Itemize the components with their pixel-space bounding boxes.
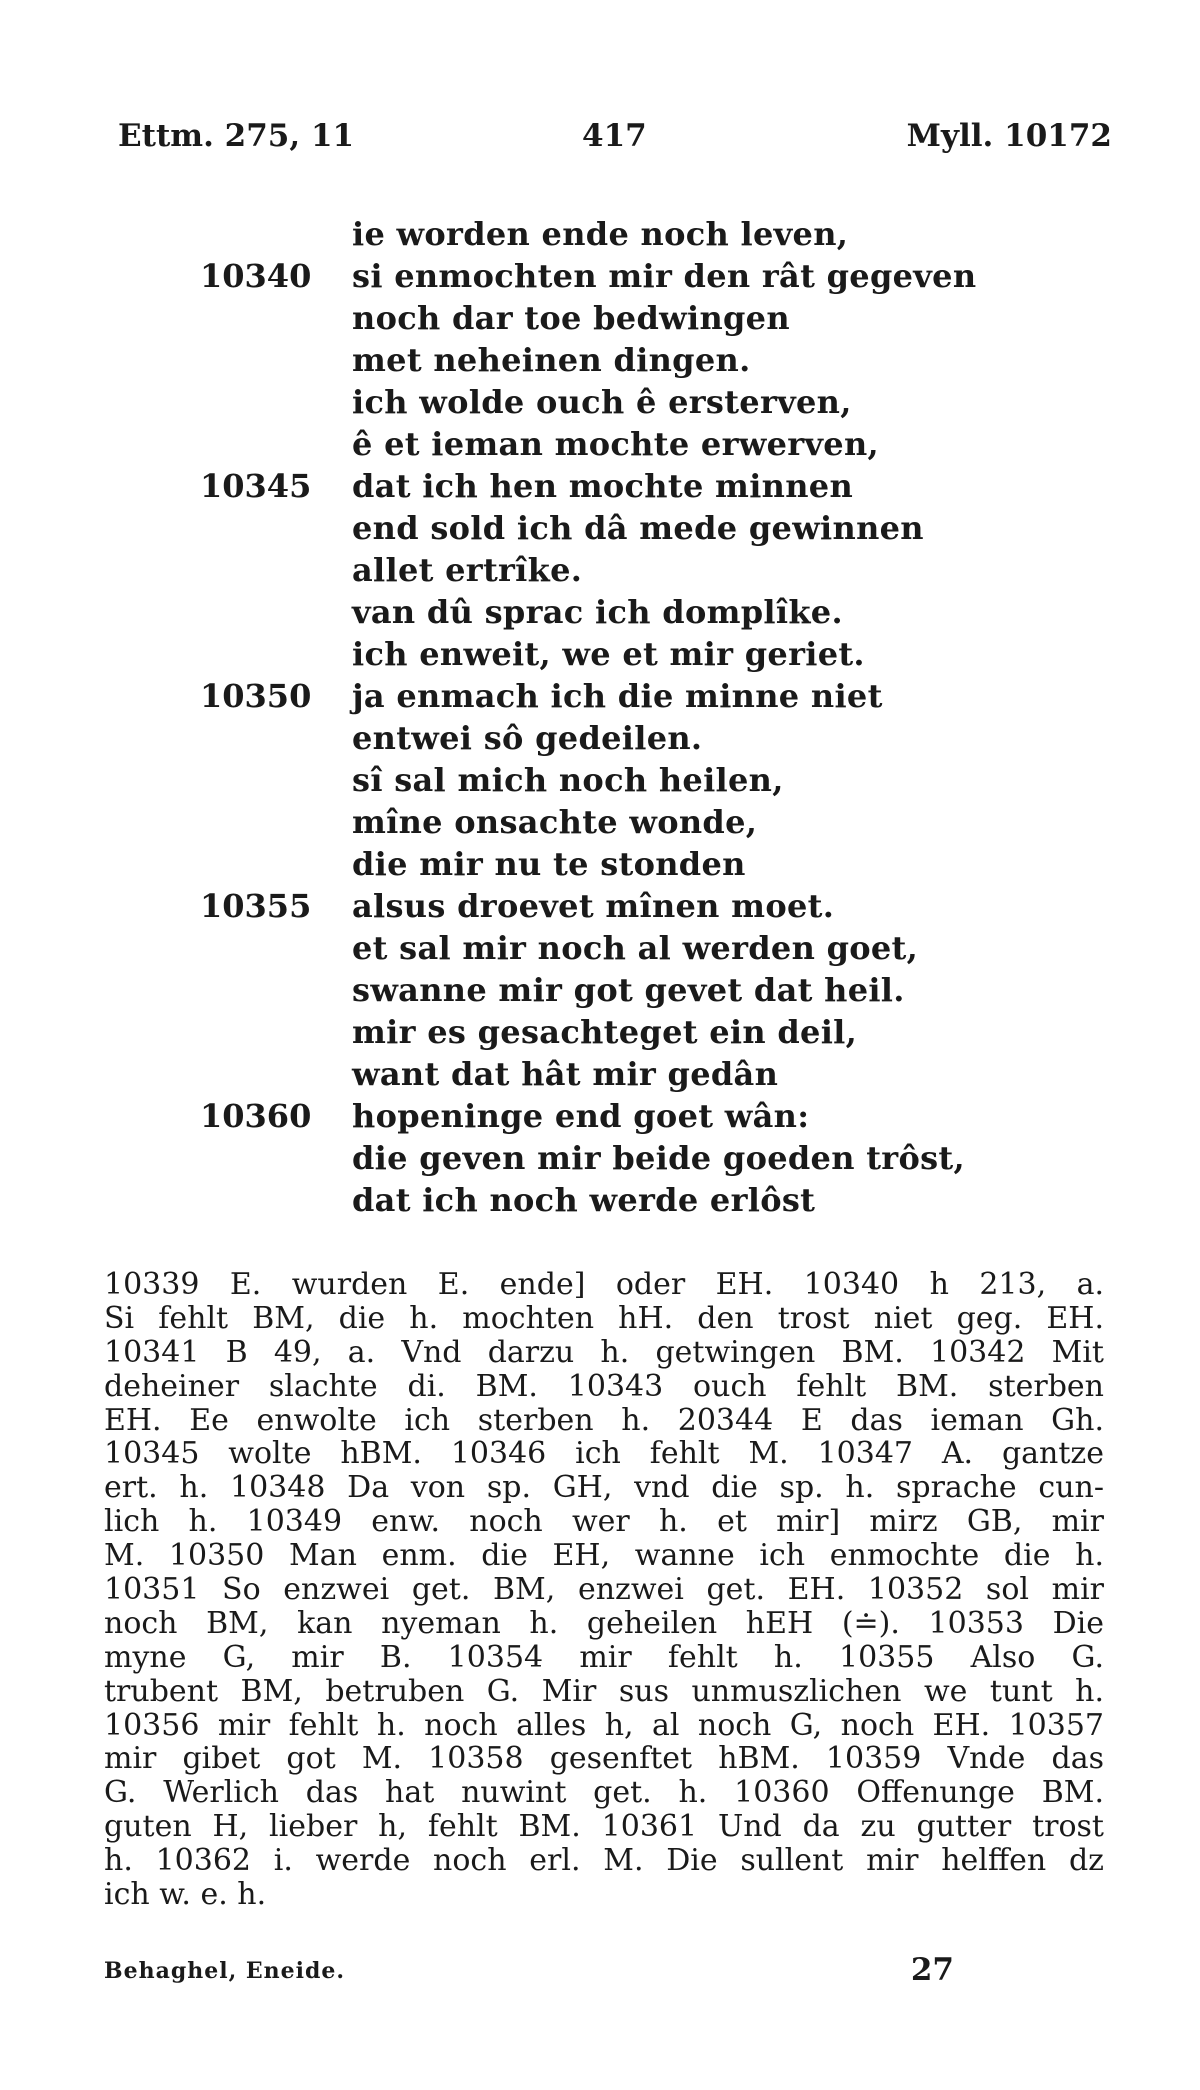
- page-number: 417: [582, 118, 647, 154]
- critical-apparatus: [104, 1268, 1104, 1912]
- verse-line-text: met neheinen dingen.: [352, 341, 751, 379]
- verse-line: [200, 213, 1000, 255]
- verse-line-text: ie worden ende noch leven,: [352, 215, 849, 253]
- verse-line: [200, 1053, 1000, 1095]
- verse-line-number: 10360: [200, 1097, 312, 1135]
- verse-line-text: die mir nu te stonden: [352, 845, 746, 883]
- verse-line: [200, 969, 1000, 1011]
- verse-line: [200, 675, 1000, 717]
- apparatus-line: ert. h. 10348 Da von sp. GH, vnd die sp. h. sprache cun-: [104, 1470, 1104, 1506]
- verse-line: [200, 381, 1000, 423]
- verse-line-number: 10355: [200, 887, 312, 925]
- verse-line-text: ich wolde ouch ê ersterven,: [352, 383, 852, 421]
- verse-line: [200, 1011, 1000, 1053]
- verse-line-text: want dat hât mir gedân: [352, 1055, 779, 1093]
- verse-line-number: 10350: [200, 677, 312, 715]
- verse-line-text: noch dar toe bedwingen: [352, 299, 790, 337]
- verse-text: [200, 213, 1000, 1221]
- verse-line-text: ê et ieman mochte erwerven,: [352, 425, 879, 463]
- apparatus-line: guten H, lieber h, fehlt BM. 10361 Und da zu gutter trost: [104, 1809, 1104, 1845]
- apparatus-line: 10356 mir fehlt h. noch alles h, al noch G, noch EH. 10357: [104, 1707, 1104, 1743]
- verse-line-number: 10340: [200, 257, 312, 295]
- verse-line: [200, 843, 1000, 885]
- verse-line-text: van dû sprac ich domplîke.: [352, 593, 843, 631]
- page-footer: [104, 1952, 954, 1992]
- signature-mark: Behaghel, Eneide.: [104, 1958, 346, 1984]
- running-head: [118, 118, 1112, 164]
- verse-line: [200, 465, 1000, 507]
- verse-line-text: mir es gesachteget ein deil,: [352, 1013, 858, 1051]
- apparatus-line: lich h. 10349 enw. noch wer h. et mir] mirz GB, mir: [104, 1504, 1104, 1540]
- apparatus-line: noch BM, kan nyeman h. geheilen hEH (≐). 10353 Die: [104, 1605, 1104, 1641]
- verse-line: [200, 1095, 1000, 1137]
- verse-line: [200, 423, 1000, 465]
- verse-line: [200, 633, 1000, 675]
- verse-line: [200, 339, 1000, 381]
- verse-line: [200, 255, 1000, 297]
- header-right-reference: Myll. 10172: [906, 118, 1112, 154]
- verse-line-number: 10345: [200, 467, 312, 505]
- verse-line: [200, 801, 1000, 843]
- apparatus-line: 10341 B 49, a. Vnd darzu h. getwingen BM. 10342 Mit: [104, 1334, 1104, 1370]
- verse-line-text: swanne mir got gevet dat heil.: [352, 971, 905, 1009]
- verse-line: [200, 1179, 1000, 1221]
- verse-line-text: et sal mir noch al werden goet,: [352, 929, 919, 967]
- verse-line-text: alsus droevet mînen moet.: [352, 887, 835, 925]
- verse-line: [200, 717, 1000, 759]
- verse-line: [200, 927, 1000, 969]
- apparatus-line: Si fehlt BM, die h. mochten hH. den trost niet geg. EH.: [104, 1300, 1104, 1336]
- header-left-reference: Ettm. 275, 11: [118, 118, 355, 154]
- verse-line-text: ja enmach ich die minne niet: [352, 677, 883, 715]
- apparatus-line: 10339 E. wurden E. ende] oder EH. 10340 h 213, a.: [104, 1267, 1104, 1302]
- apparatus-line: G. Werlich das hat nuwint get. h. 10360 Offenunge BM.: [104, 1775, 1104, 1811]
- verse-line-text: mîne onsachte wonde,: [352, 803, 758, 841]
- verse-line-text: allet ertrîke.: [352, 551, 583, 589]
- verse-line: [200, 507, 1000, 549]
- verse-line-text: dat ich hen mochte minnen: [352, 467, 854, 505]
- apparatus-line: trubent BM, betruben G. Mir sus unmuszlichen we tunt h.: [104, 1673, 1104, 1709]
- verse-line-text: dat ich noch werde erlôst: [352, 1181, 816, 1219]
- verse-line-text: hopeninge end goet wân:: [352, 1097, 810, 1135]
- verse-line-text: si enmochten mir den rât gegeven: [352, 257, 977, 295]
- verse-line: [200, 549, 1000, 591]
- verse-line: [200, 297, 1000, 339]
- apparatus-line: deheiner slachte di. BM. 10343 ouch fehlt BM. sterben: [104, 1368, 1104, 1404]
- apparatus-line: 10351 So enzwei get. BM, enzwei get. EH. 10352 sol mir: [104, 1572, 1104, 1608]
- apparatus-line: EH. Ee enwolte ich sterben h. 20344 E das ieman Gh.: [104, 1402, 1104, 1438]
- verse-line: [200, 1137, 1000, 1179]
- verse-line: [200, 885, 1000, 927]
- apparatus-line: M. 10350 Man enm. die EH, wanne ich enmochte die h.: [104, 1538, 1104, 1574]
- apparatus-line: ich w. e. h.: [104, 1877, 267, 1913]
- verse-line-text: end sold ich dâ mede gewinnen: [352, 509, 924, 547]
- apparatus-line: mir gibet got M. 10358 gesenftet hBM. 10359 Vnde das: [104, 1741, 1104, 1777]
- apparatus-line: h. 10362 i. werde noch erl. M. Die sullent mir helffen dz: [104, 1843, 1104, 1879]
- verse-line-text: sî sal mich noch heilen,: [352, 761, 784, 799]
- verse-line-text: ich enweit, we et mir geriet.: [352, 635, 865, 673]
- apparatus-line: myne G, mir B. 10354 mir fehlt h. 10355 Also G.: [104, 1639, 1104, 1675]
- verse-line: [200, 759, 1000, 801]
- sheet-number: 27: [910, 1952, 954, 1988]
- apparatus-line: 10345 wolte hBM. 10346 ich fehlt M. 10347 A. gantze: [104, 1436, 1104, 1472]
- verse-line-text: die geven mir beide goeden trôst,: [352, 1139, 965, 1177]
- verse-line-text: entwei sô gedeilen.: [352, 719, 703, 757]
- verse-line: [200, 591, 1000, 633]
